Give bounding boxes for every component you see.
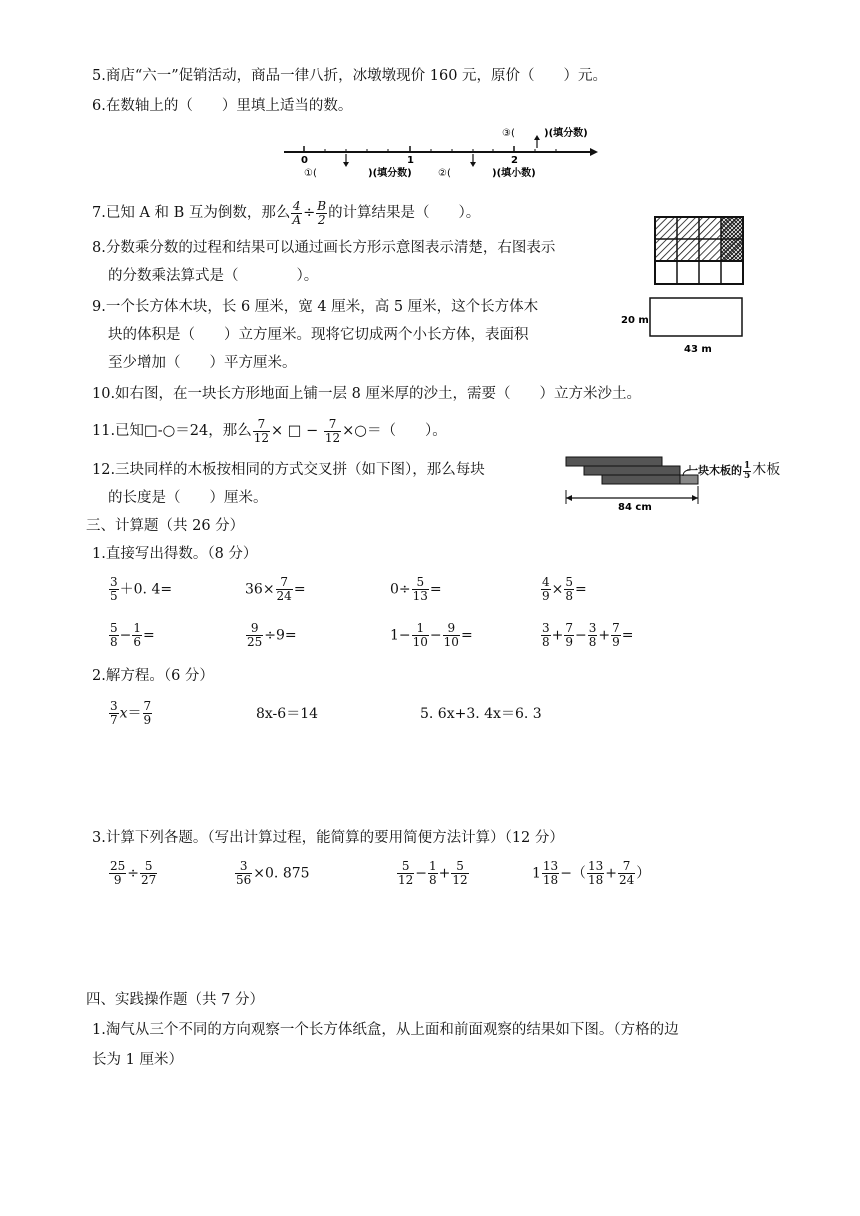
equation-2: 8x-6＝14 [256, 706, 319, 722]
boards-note-fraction: $\frac{1}{5}$ [744, 460, 751, 481]
arrow-down-icon [470, 154, 476, 167]
question-9-line-1: 9.一个长方体木块，长 6 厘米，宽 4 厘米，高 5 厘米，这个长方体木 [92, 299, 539, 315]
blank-2-hint: )(填小数) [492, 168, 536, 179]
section-3-question-2: 2.解方程。（6 分） [92, 668, 214, 684]
field-width-label: 20 m [621, 315, 649, 326]
question-12-line-2: 的长度是（ ）厘米。 [108, 490, 268, 506]
q11-fraction-1: $\frac{7}{12}$ [253, 416, 270, 445]
question-6: 6.在数轴上的（ ）里填上适当的数。 [92, 98, 353, 114]
field-length-label: 43 m [684, 344, 712, 355]
question-7 [92, 198, 480, 228]
fraction-rectangle-diagram [654, 216, 746, 286]
blank-1-label: ①( [304, 168, 317, 179]
tick-label-1: 1 [407, 155, 414, 166]
section-3-heading: 三、计算题（共 26 分） [86, 518, 245, 534]
question-10: 10.如右图，在一块长方形地面上铺一层 8 厘米厚的沙土，需要（ ）立方米沙土。 [92, 386, 642, 402]
question-11 [92, 416, 447, 446]
question-8-line-2: 的分数乘法算式是（ ）。 [108, 268, 319, 284]
question-8-line-1: 8.分数乘分数的过程和结果可以通过画长方形示意图表示清楚，右图表示 [92, 240, 556, 256]
tick-label-0: 0 [301, 155, 308, 166]
boards-note [687, 458, 780, 483]
section-3-question-1: 1.直接写出得数。（8 分） [92, 546, 258, 562]
calc3-item-1: $\frac{25}{9}$ ÷ $\frac{5}{27}$ [110, 859, 157, 887]
blank-3-hint: )(填分数) [544, 128, 588, 139]
section-4-heading: 四、实践操作题（共 7 分） [86, 992, 264, 1008]
calc3-item-3: $\frac{5}{12}$ − $\frac{1}{8}$ + $\frac{5}{12}$ [398, 859, 468, 887]
equation-1: $\frac{3}{7}$ x＝ $\frac{7}{9}$ [110, 699, 152, 727]
tick-label-2: 2 [511, 155, 518, 166]
section-4-question-1-line-2: 长为 1 厘米） [92, 1052, 183, 1068]
calc-item-8: $\frac{3}{8}$ + $\frac{7}{9}$ − $\frac{3}{8}$ + $\frac{7}{9}$ = [542, 621, 634, 649]
question-9-line-2: 块的体积是（ ）立方厘米。现将它切成两个小长方体，表面积 [108, 327, 529, 343]
question-12-line-1: 12.三块同样的木板按相同的方式交叉拼（如下图），那么每块 [92, 462, 485, 478]
boards-note-post: 木板 [752, 462, 781, 478]
calc-item-3: 0÷ $\frac{5}{13}$ = [390, 575, 442, 603]
calc3-item-4: 1 $\frac{13}{18}$ −（ $\frac{13}{18}$ + $\frac{7}{24}$ ） [532, 859, 651, 887]
q7-fraction-1: $\frac{4}{A}$ [292, 198, 302, 227]
q11-text-post: ×○＝（ ）。 [342, 423, 447, 439]
section-4-question-1-line-1: 1.淘气从三个不同的方向观察一个长方体纸盒，从上面和前面观察的结果如下图。（方格的边 [92, 1022, 679, 1038]
blank-1-hint: )(填分数) [368, 168, 412, 179]
q7-fraction-2: $\frac{B}{2}$ [317, 198, 327, 227]
rectangular-field-diagram [620, 296, 750, 356]
question-5: 5.商店“六一”促销活动，商品一律八折，冰墩墩现价 160 元，原价（ ）元。 [92, 68, 608, 84]
calc-item-5: $\frac{5}{8}$ − $\frac{1}{6}$ = [110, 621, 155, 649]
boards-length-label: 84 cm [618, 502, 652, 513]
calc-item-1: $\frac{3}{5}$ ＋0. 4= [110, 575, 173, 603]
section-3-question-3: 3.计算下列各题。（写出计算过程，能简算的要用简便方法计算）（12 分） [92, 830, 564, 846]
blank-3-label: ③( [502, 128, 515, 139]
calc-item-4: $\frac{4}{9}$ × $\frac{5}{8}$ = [542, 575, 587, 603]
q11-text-pre: 11.已知□-○＝24，那么 [92, 423, 252, 439]
q7-text-post: 的计算结果是（ ）。 [328, 205, 481, 221]
q11-fraction-2: $\frac{7}{12}$ [324, 416, 341, 445]
equation-3: 5. 6x+3. 4x＝6. 3 [420, 706, 542, 722]
calc-item-2: 36× $\frac{7}{24}$ = [245, 575, 306, 603]
calc-item-6: $\frac{9}{25}$ ÷9= [247, 621, 297, 649]
arrow-up-icon [534, 135, 540, 148]
calc3-item-2: $\frac{3}{56}$ ×0. 875 [236, 859, 310, 887]
number-line-figure [282, 118, 602, 188]
boards-note-pre: 一块木板的 [687, 464, 742, 477]
arrow-down-icon [343, 154, 349, 167]
q7-text-pre: 7.已知 A 和 B 互为倒数，那么 [92, 205, 291, 221]
blank-2-label: ②( [438, 168, 451, 179]
calc-item-7: 1− $\frac{1}{10}$ − $\frac{9}{10}$ = [390, 621, 473, 649]
q11-middle: × □ − [271, 423, 319, 439]
q7-operator: ÷ [303, 205, 316, 221]
question-9-line-3: 至少增加（ ）平方厘米。 [108, 355, 297, 371]
